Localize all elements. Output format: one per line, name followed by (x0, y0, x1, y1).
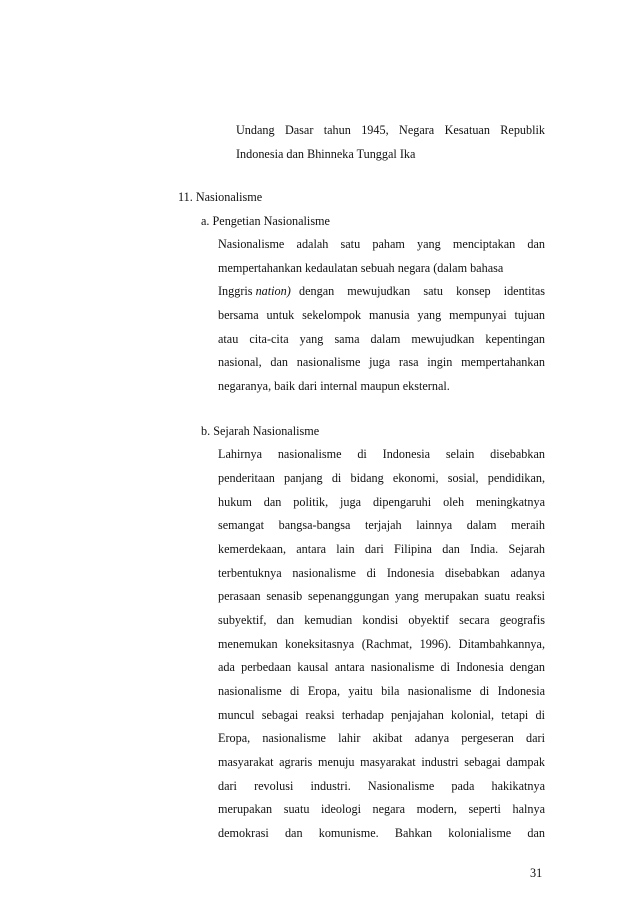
subsection-b-line: menemukan koneksitasnya (Rachmat, 1996). Ditambahkannya, (218, 637, 545, 651)
subsection-b-line: subyektif, dan kemudian kondisi obyektif secara geografis (218, 613, 545, 627)
subsection-a-line: negaranya, baik dari internal maupun eksternal. (218, 379, 450, 393)
subsection-b-line: terbentuknya nasionalisme di Indonesia disebabkan adanya (218, 566, 545, 580)
inggris-word: Inggris (218, 284, 253, 298)
subsection-a-line: mempertahankan kedaulatan sebuah negara (dalam bahasa (218, 261, 504, 275)
subsection-b-line: masyarakat agraris menuju masyarakat industri sebagai dampak (218, 755, 545, 769)
subsection-a-line: nasional, dan nasionalisme juga rasa ingin mempertahankan (218, 355, 545, 369)
subsection-b-line: dari revolusi industri. Nasionalisme pada hakikatnya (218, 779, 545, 793)
subsection-b-line: Eropa, nasionalisme lahir akibat adanya pergeseran dari (218, 731, 545, 745)
subsection-b-line: perasaan senasib sepenanggungan yang merupakan suatu reaksi (218, 589, 545, 603)
subsection-a-line: Nasionalisme adalah satu paham yang menciptakan dan (218, 237, 545, 251)
nation-term: nation) (255, 284, 291, 298)
english-line-rest: dengan mewujudkan satu konsep identitas (299, 284, 545, 298)
subsection-a-line: bersama untuk sekelompok manusia yang mempunyai tujuan (218, 308, 545, 322)
subsection-b-line: penderitaan panjang di bidang ekonomi, sosial, pendidikan, (218, 471, 545, 485)
subsection-b-line: semangat bangsa-bangsa terjajah lainnya dalam meraih (218, 518, 545, 532)
subsection-b-line: ada perbedaan kausal antara nasionalisme di Indonesia dengan (218, 660, 545, 674)
intro-line-2: Indonesia dan Bhinneka Tunggal Ika (236, 147, 416, 161)
intro-line-1: Undang Dasar tahun 1945, Negara Kesatuan Republik (236, 123, 545, 137)
subsection-b-line: merupakan suatu ideologi negara modern, seperti halnya (218, 802, 545, 816)
subsection-b-heading: b. Sejarah Nasionalisme (201, 424, 320, 438)
subsection-b-line: Lahirnya nasionalisme di Indonesia selain disebabkan (218, 447, 545, 461)
subsection-b-line: hukum dan politik, juga dipengaruhi oleh meningkatnya (218, 495, 545, 509)
subsection-a-line: atau cita-cita yang sama dalam mewujudkan kepentingan (218, 332, 545, 346)
subsection-b-line: demokrasi dan komunisme. Bahkan kolonialisme dan (218, 826, 545, 840)
subsection-b-line: nasionalisme di Eropa, yaitu bila nasionalisme di Indonesia (218, 684, 545, 698)
subsection-a-heading: a. Pengetian Nasionalisme (201, 214, 330, 228)
subsection-b-line: kemerdekaan, antara lain dari Filipina dan India. Sejarah (218, 542, 545, 556)
subsection-a-line-english (218, 284, 545, 298)
subsection-b-line: muncul sebagai reaksi terhadap penjajahan kolonial, tetapi di (218, 708, 545, 722)
section-heading: 11. Nasionalisme (178, 190, 263, 204)
page-number: 31 (530, 866, 543, 880)
